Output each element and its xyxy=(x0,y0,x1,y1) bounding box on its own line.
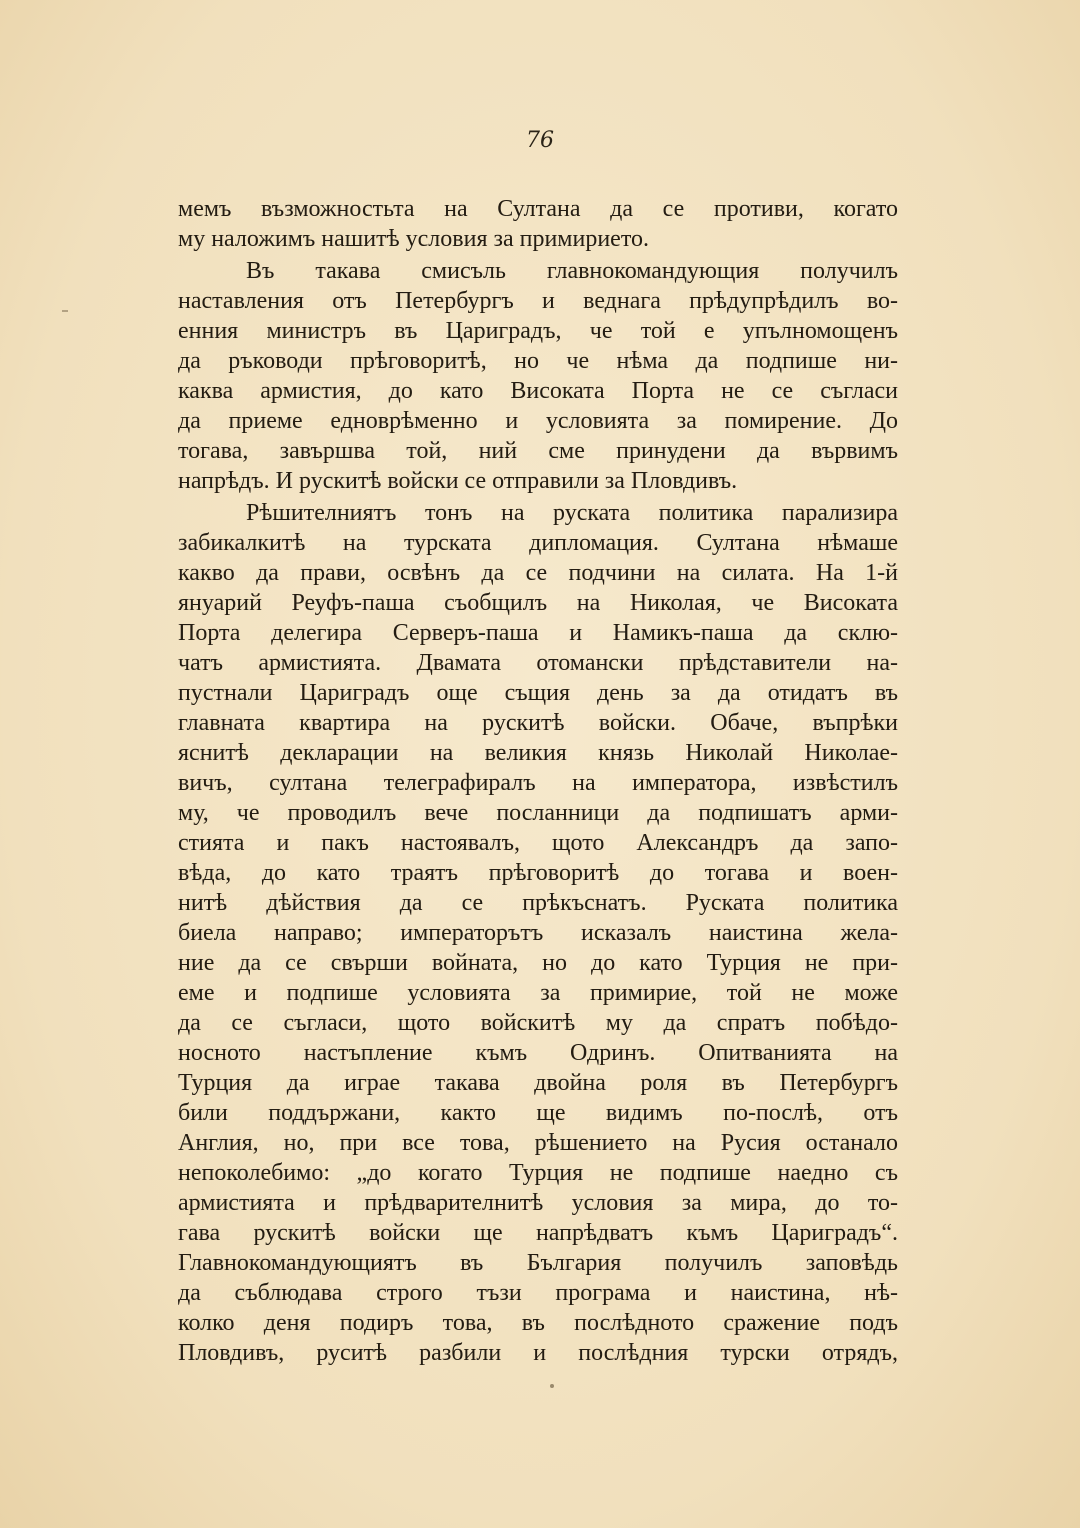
margin-mark xyxy=(62,310,68,312)
text-line: чатъ армистията. Двамата отомански прѣдставители на- xyxy=(178,650,898,676)
text-line: Главнокомандующиятъ въ България получилъ заповѣдь xyxy=(178,1250,898,1276)
text-line: стията и пакъ настоявалъ, щото Александръ да запо- xyxy=(178,830,898,856)
ink-dot xyxy=(550,1384,554,1388)
text-line: каква армистия, до като Високата Порта не се съгласи xyxy=(178,378,898,404)
page-number: 76 xyxy=(526,128,554,153)
text-line: Англия, но, при все това, рѣшението на Русия останало xyxy=(178,1130,898,1156)
text-line: забикалкитѣ на турската дипломация. Султана нѣмаше xyxy=(178,530,898,556)
text-line: напрѣдъ. И рускитѣ войски се отправили за Пловдивъ. xyxy=(178,468,738,494)
paragraph xyxy=(178,194,898,254)
text-line: наставления отъ Петербургъ и веднага прѣдупрѣдилъ во- xyxy=(178,288,898,314)
text-line: армистията и прѣдварителнитѣ условия за мира, до то- xyxy=(178,1190,898,1216)
text-line: главната квартира на рускитѣ войски. Обаче, въпрѣки xyxy=(178,710,898,736)
text-line: вичъ, султана телеграфиралъ на императора, извѣстилъ xyxy=(178,770,898,796)
text-line: гава рускитѣ войски ще напрѣдватъ къмъ Цариградъ“. xyxy=(178,1220,898,1246)
text-line: мемъ възможностьта на Султана да се противи, когато xyxy=(178,196,898,222)
text-line: да приеме едноврѣменно и условията за помирение. До xyxy=(178,408,898,434)
text-line: да съблюдава строго тъзи програма и наистина, нѣ- xyxy=(178,1280,898,1306)
text-line: вѣда, до като траятъ прѣговоритѣ до тогава и воен- xyxy=(178,860,898,886)
text-line: януарий Реуфъ-паша съобщилъ на Николая, че Високата xyxy=(178,590,898,616)
text-line: колко деня подиръ това, въ послѣдното сражение подъ xyxy=(178,1310,898,1336)
body-text xyxy=(178,194,898,1368)
text-line: яснитѣ декларации на великия князь Николай Николае- xyxy=(178,740,898,766)
text-line: му, че проводилъ вече посланници да подпишатъ арми- xyxy=(178,800,898,826)
text-line: Порта делегира Серверъ-паша и Намикъ-паша да склю- xyxy=(178,620,898,646)
text-line: непоколебимо: „до когато Турция не подпише наедно съ xyxy=(178,1160,898,1186)
text-line: Рѣшителниятъ тонъ на руската политика парализира xyxy=(246,500,898,526)
text-line: да ръководи прѣговоритѣ, но че нѣма да подпише ни- xyxy=(178,348,898,374)
text-line: нитѣ дѣйствия да се прѣкъснатъ. Руската политика xyxy=(178,890,898,916)
text-line: енния министръ въ Цариградъ, че той е упълномощенъ xyxy=(178,318,898,344)
text-line: биела направо; императорътъ исказалъ наистина жела- xyxy=(178,920,898,946)
text-line: Пловдивъ, руситѣ разбили и послѣдния турски отрядъ, xyxy=(178,1340,898,1366)
text-line: му наложимъ нашитѣ условия за примирието. xyxy=(178,226,649,252)
text-line: тогава, завършва той, ний сме принудени да вървимъ xyxy=(178,438,898,464)
text-line: да се съгласи, щото войскитѣ му да спратъ побѣдо- xyxy=(178,1010,898,1036)
text-line: еме и подпише условията за примирие, той не може xyxy=(178,980,898,1006)
text-line: Турция да играе такава двойна роля въ Петербургъ xyxy=(178,1070,898,1096)
text-line: пустнали Цариградъ още същия день за да отидатъ въ xyxy=(178,680,898,706)
paragraph xyxy=(178,256,898,496)
text-line: носното настъпление къмъ Одринъ. Опитванията на xyxy=(178,1040,898,1066)
text-line: Въ такава смисъль главнокомандующия получилъ xyxy=(246,258,898,284)
text-line: какво да прави, освѣнъ да се подчини на силата. На 1-й xyxy=(178,560,898,586)
text-line: ние да се свърши войната, но до като Турция не при- xyxy=(178,950,898,976)
text-line: били поддържани, както ще видимъ по-послѣ, отъ xyxy=(178,1100,898,1126)
paragraph xyxy=(178,498,898,1368)
